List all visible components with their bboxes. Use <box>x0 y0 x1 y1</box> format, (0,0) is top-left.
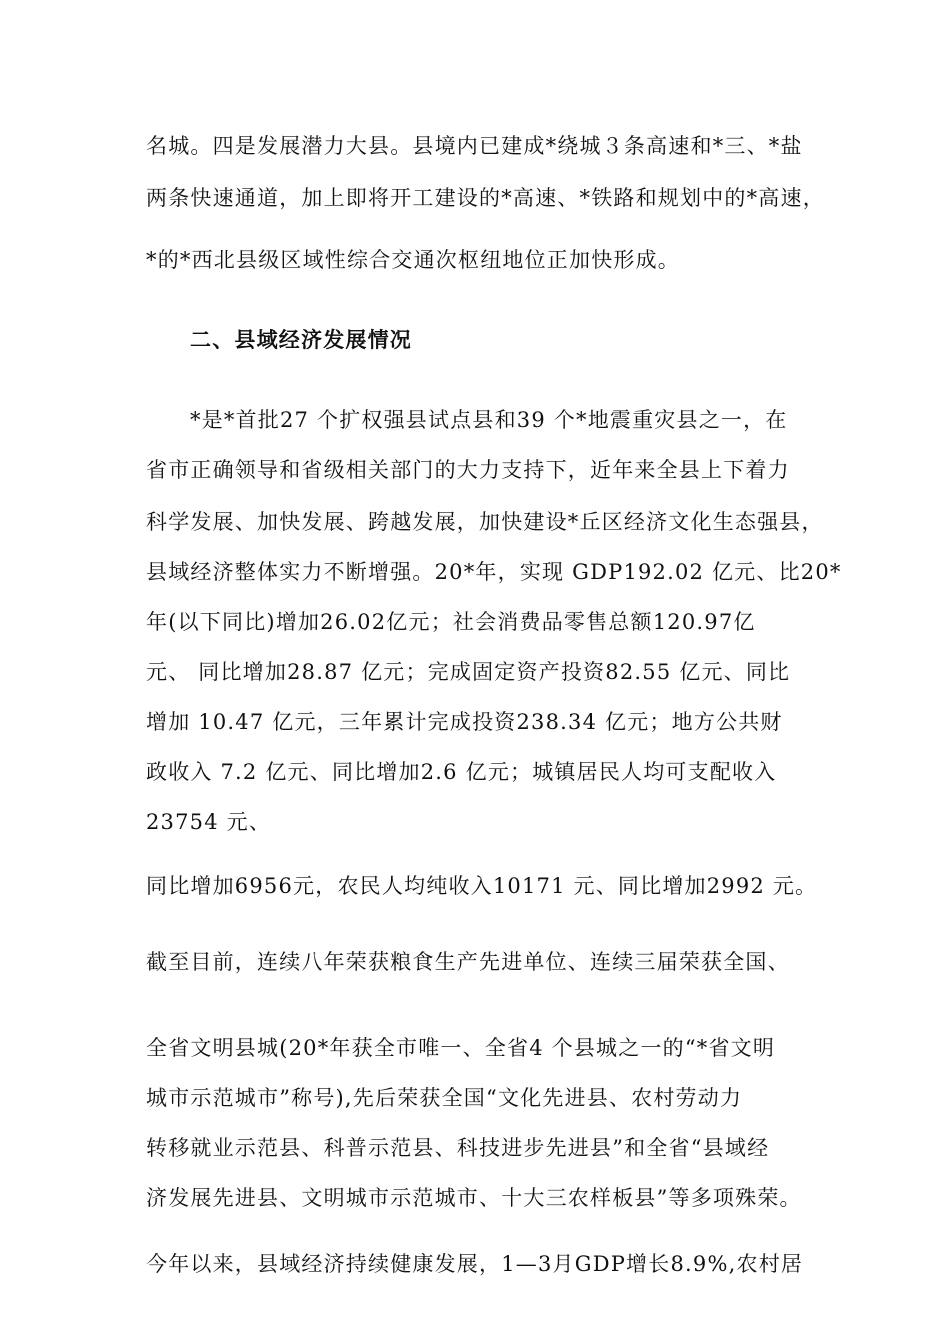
paragraph-line: 元、 同比增加28.87 亿元；完成固定资产投资82.55 亿元、同比 <box>146 660 791 684</box>
section-heading: 二、县域经济发展情况 <box>190 327 412 352</box>
paragraph-line: 今年以来，县域经济持续健康发展，1—3月GDP增长8.9%,农村居 <box>146 1252 804 1276</box>
paragraph-line: 全省文明县城(20*年获全市唯一、全省4 个县城之一的“*省文明 <box>146 1036 776 1060</box>
paragraph-line: 城市示范城市”称号),先后荣获全国“文化先进县、农村劳动力 <box>146 1086 743 1110</box>
paragraph-line: 转移就业示范县、科普示范县、科技进步先进县”和全省“县域经 <box>146 1136 770 1160</box>
paragraph-line: 科学发展、加快发展、跨越发展，加快建设*丘区经济文化生态强县， <box>146 510 824 534</box>
paragraph-line: 年(以下同比)增加26.02亿元；社会消费品零售总额120.97亿 <box>146 610 756 634</box>
paragraph-line: 23754 元、 <box>146 810 272 834</box>
paragraph-line: *是*首批27 个扩权强县试点县和39 个*地震重灾县之一，在 <box>190 408 788 432</box>
paragraph-line: 同比增加6956元，农民人均纯收入10171 元、同比增加2992 元。 <box>146 874 818 898</box>
paragraph-line: 政收入 7.2 亿元、同比增加2.6 亿元；城镇居民人均可支配收入 <box>146 760 777 784</box>
paragraph-line: 两条快速通道，加上即将开工建设的*高速、*铁路和规划中的*高速， <box>146 186 825 210</box>
paragraph-line: 截至目前，连续八年荣获粮食生产先进单位、连续三届荣获全国、 <box>146 950 790 974</box>
paragraph-line: 名城。四是发展潜力大县。县境内已建成*绕城３条高速和*三、*盐 <box>146 134 803 158</box>
paragraph-line: 济发展先进县、文明城市示范城市、十大三农样板县”等多项殊荣。 <box>146 1186 802 1210</box>
paragraph-line: *的*西北县级区域性综合交通次枢纽地位正加快形成。 <box>146 248 680 272</box>
paragraph-line: 省市正确领导和省级相关部门的大力支持下，近年来全县上下着力 <box>146 458 790 482</box>
paragraph-line: 县域经济整体实力不断增强。20*年，实现 GDP192.02 亿元、比20* <box>146 560 842 584</box>
paragraph-line: 增加 10.47 亿元，三年累计完成投资238.34 亿元；地方公共财 <box>146 710 783 734</box>
